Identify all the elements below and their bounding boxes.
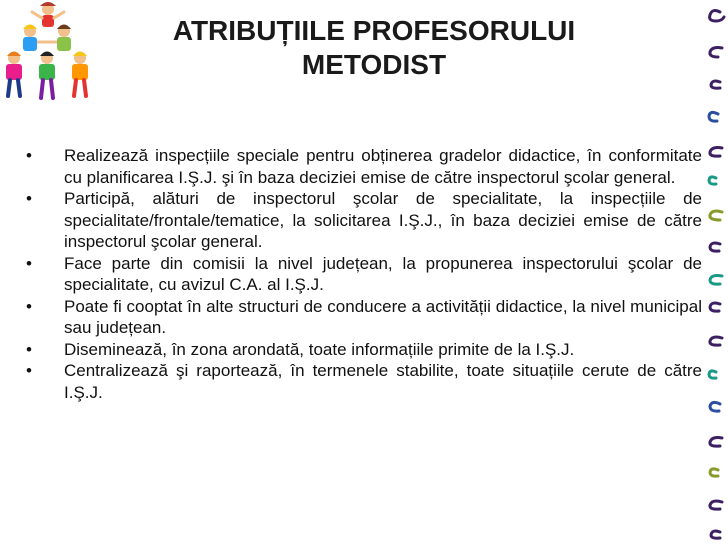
- swirl-6: [709, 177, 716, 184]
- swirl-12: [709, 371, 716, 378]
- swirl-16: [710, 501, 722, 509]
- list-item-text: Realizează inspecțiile speciale pentru obținerea gradelor didactice, în conformitate cu planificarea I.Ş.J. şi în baza deciziei emise de către inspectorul şcolar general.: [64, 146, 702, 187]
- bullet-glyph: •: [26, 253, 32, 273]
- swirl-15: [710, 469, 718, 476]
- title-line-2: METODIST: [301, 49, 447, 80]
- swirl-5: [710, 148, 722, 157]
- swirl-2: [710, 48, 722, 58]
- bullet-list: [24, 145, 702, 403]
- page-title: [150, 14, 598, 82]
- swirl-14: [710, 438, 722, 447]
- list-item: [24, 188, 702, 253]
- ink-swirls-decoration: [696, 0, 728, 546]
- list-item: [24, 296, 702, 339]
- list-item: [24, 339, 702, 361]
- swirl-11: [710, 337, 722, 345]
- bullet-glyph: •: [26, 339, 32, 359]
- list-item-text: Face parte din comisii la nivel județean, la propunerea inspectorului şcolar de specialitate, cu avizul C.A. al I.Ş.J.: [64, 253, 702, 294]
- swirl-7: [710, 211, 722, 220]
- bullet-glyph: •: [26, 146, 32, 165]
- children-pyramid-icon: [0, 0, 98, 104]
- swirl-1: [710, 11, 724, 21]
- title-line-1: ATRIBUȚIILE PROFESORULUI: [172, 15, 576, 46]
- bullet-glyph: •: [26, 296, 32, 316]
- swirl-3: [711, 81, 720, 88]
- bullet-glyph: •: [26, 361, 32, 380]
- swirl-13: [710, 402, 720, 411]
- list-item: [24, 253, 702, 296]
- swirl-8: [710, 243, 720, 251]
- list-item-text: Diseminează, în zona arondată, toate informațiile primite de la I.Ş.J.: [64, 339, 575, 359]
- bullet-glyph: •: [26, 189, 32, 208]
- list-item-text: Centralizează şi raportează, în termenele stabilite, toate situațiile cerute de către I.Ş.J.: [64, 361, 702, 402]
- swirl-9: [710, 276, 722, 285]
- list-item-text: Poate fi cooptat în alte structuri de conducere a activității didactice, la nivel municipal sau județean.: [64, 296, 702, 337]
- swirl-10: [710, 303, 720, 311]
- swirl-4: [709, 112, 718, 121]
- list-item: [24, 360, 702, 403]
- list-item-text: Participă, alături de inspectorul şcolar de specialitate, la inspecțiile de specialitate/frontale/tematice, la solicitarea I.Ş.J., în baza deciziei emise de către inspectorul şcolar general.: [64, 189, 702, 251]
- swirl-17: [711, 531, 720, 538]
- list-item: [24, 145, 702, 188]
